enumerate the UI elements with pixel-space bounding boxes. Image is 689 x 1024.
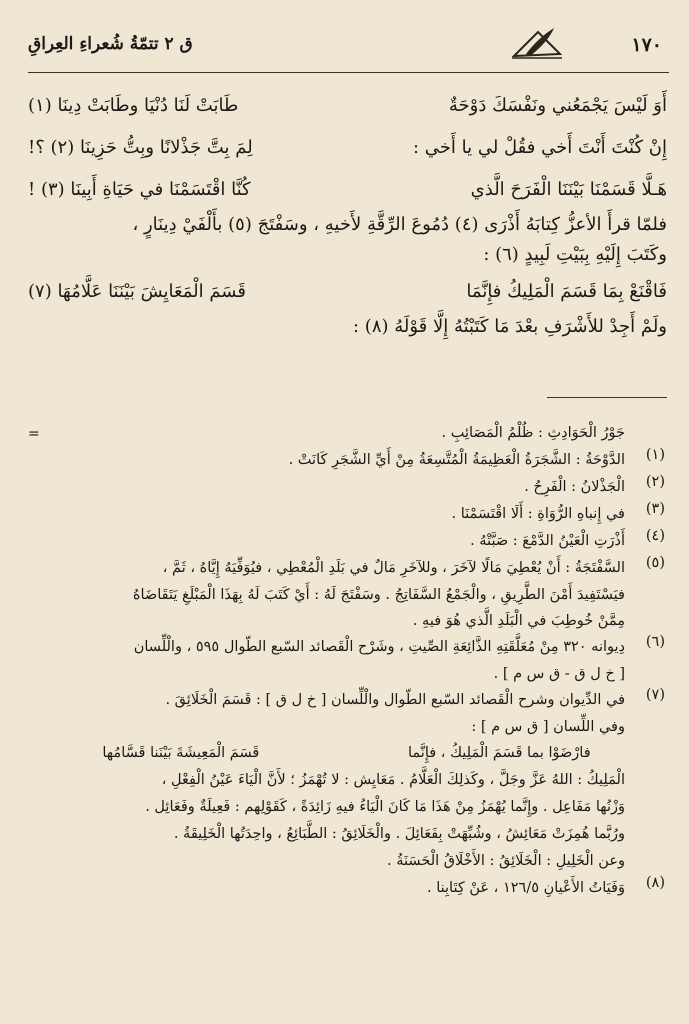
- footnote-number: (٤): [645, 528, 665, 544]
- verse-line: [28, 126, 667, 168]
- verse-first-hemistich: فَاقْنَعْ بِمَا قَسَمَ الْمَلِيكُ فإِنَّمَا: [466, 280, 667, 302]
- footnote-line: أَذْرَتِ الْعَيْنُ الدَّمْعَ : صَبَّتْهُ .: [470, 533, 625, 549]
- footnotes: [28, 420, 665, 902]
- footnote-line: الْمَلِيكُ : اللهُ عَزَّ وجَلَّ ، وكَذلِكَ الْعَلَّامُ . مَعَايِش : لا تُهْمَزُ ؛ لأَنَّ الْيَاءَ عَيْنُ الْفِعْلِ ،: [161, 772, 625, 788]
- footnote-line: وَزْنُها مَفَاعِل . وإِنَّما يُهْمَزُ مِنْ هَذَا مَا كَانَ الْيَاءُ فيهِ زَائِدَةً ، كَقَوْلِهم : فَعِيلَةٌ وفَعَائِل .: [145, 799, 625, 815]
- verse-second-hemistich: طَابَتْ لَنَا دُنْيَا وطَابَتْ دِينَا (١): [28, 94, 239, 116]
- footnote-line: في الدِّيوان وشرح الْقَصائد السّبع الطّوال والْلِّسان [ خ ل ق ] : قَسَمَ الْخَلَائِقَ .: [165, 692, 625, 708]
- footnote-number: (٣): [645, 501, 665, 517]
- footnote-3: [28, 501, 665, 528]
- footnote-number: (٥): [645, 555, 665, 571]
- verse-line: [28, 270, 667, 312]
- verse-second-hemistich: قَسَمَ الْمَعَايِشَ بَيْنَنَا عَلَّامُهَا (٧): [28, 280, 246, 302]
- verse-first-hemistich: أَوَ لَيْسَ يَجْمَعُني ونَفْسَكَ دَوْحَةٌ: [448, 94, 667, 116]
- verse-line: [28, 168, 667, 210]
- quill-logo-icon: [508, 24, 566, 64]
- footnote-7: [28, 687, 665, 740]
- footnote-number: (١): [645, 447, 665, 463]
- footnote-separator: [547, 397, 667, 398]
- verse-first-hemistich: فارْضَوْا بما قَسَمَ الْمَلِيكُ ، فإِنَّما: [407, 745, 591, 761]
- verse-second-hemistich: لِمَ بِتَّ جَذْلانًا وبِتُّ حَزِينَا (٢) ؟!: [28, 136, 253, 158]
- footnote-line: ورُبَّما هُمِزَتْ مَعَائِشُ ، وشُبِّهَتْ بِفَعَائِلَ . والْخَلَائِقُ : الطَّبَائِعُ ، واحِدَتُها الْخَلِيقَةُ .: [173, 826, 625, 842]
- verse-second-hemistich: قَسَمَ الْمَعِيشَةَ بَيْنَنا قَسَّامُها: [102, 745, 260, 761]
- prose-line: فلمّا قرأَ الأعزُّ كِتابَهُ أَذْرَى (٤) دُمُوعَ الرِّقَّةِ لأَخيهِ ، وسَفْتَجَ (٥) بأَلْفَيْ دِينَارٍ ،: [132, 214, 667, 235]
- page-header: [28, 24, 666, 70]
- footnote-verse: [28, 740, 665, 767]
- footnote-6: [28, 634, 665, 687]
- footnote-7-commentary: [28, 767, 665, 875]
- footnote-number: (٦): [645, 634, 665, 650]
- footnote-number: (٨): [645, 875, 665, 891]
- footnote-line: وفي اللِّسان [ ق س م ] :: [471, 719, 625, 735]
- footnote-line: دِيوانه ٣٢٠ مِنْ مُعَلَّقَتِهِ الذَّائِعَةِ الصِّيتِ ، وشَرْح الْقَصائد السّبع الطّوال ٥٩٥ ، والْلِّسان: [133, 639, 625, 655]
- main-text: [28, 84, 667, 340]
- verse-first-hemistich: هَـلَّا قَسَمْنَا بَيْنَنَا الْفَرَحَ الَّذي: [470, 178, 667, 200]
- footnote-continuation: جَوْرُ الْحَوَادِثِ : ظُلْمُ الْمَصَائِبِ .: [441, 425, 625, 441]
- footnote-line: [ خ ل ق - ق س م ] .: [493, 666, 625, 682]
- footnote-5: [28, 555, 665, 634]
- footnote-8: [28, 875, 665, 902]
- footnote-line: الْجَذْلانُ : الْفَرِحُ .: [524, 479, 625, 495]
- verse-line: [28, 84, 667, 126]
- footnote-4: [28, 528, 665, 555]
- footnote-line: في إِنباهِ الرُّوَاةِ : أَلَا اقْتَسَمْنَا .: [451, 506, 625, 522]
- verse-first-hemistich: إِنْ كُنْتَ أَنْتَ أَخي فقُلْ لي يا أَخي :: [412, 136, 667, 158]
- prose-line: وكَتَبَ إِلَيْهِ بِبَيْتِ لَبِيدٍ (٦) :: [483, 244, 667, 265]
- continuation-mark: =: [28, 426, 40, 442]
- footnote-line: مِمَّنْ خُوطِبَ في الْبَلَدِ الَّذي هُوَ فيهِ .: [412, 613, 625, 629]
- running-title: ق ٢ تتمّةُ شُعراءِ العِراقِ: [28, 34, 193, 54]
- footnote-line: فيَسْتَفِيدَ أَمْنَ الطَّرِيقِ ، والْجَمْعُ السَّفَاتِجُ . وسَفْتَجَ لَهُ : أَيْ كَتَبَ لَهُ بِهَذَا الْمَبْلَغِ يَتَقَاضَاهُ: [132, 587, 625, 603]
- footnote-line: الدَّوْحَةُ : الشَّجَرَةُ الْعَظِيمَةُ الْمُتَّسِعَةُ مِنْ أَيِّ الشَّجَرِ كَانَتْ .: [288, 452, 625, 468]
- footnote-1: [28, 447, 665, 474]
- footnote-line: وعن الْخَلِيلِ : الْخَلَائِقُ : الأَخْلَاقُ الْحَسَنَةُ .: [387, 853, 625, 869]
- footnote-number: (٢): [645, 474, 665, 490]
- verse-second-hemistich: كُنَّا اقْتَسَمْنَا في حَيَاةِ أَبِينَا (٣) !: [28, 178, 251, 200]
- footnote-number: (٧): [645, 687, 665, 703]
- prose-line: ولَمْ أَجِدْ للأَشْرَفِ بعْدَ مَا كَتَبْتُهُ إِلَّا قَوْلَهُ (٨) :: [353, 316, 667, 337]
- footnote-line: السَّفْتَجَةُ : أَنْ يُعْطِيَ مَالًا لآخَرَ ، وللآخَرِ مَالٌ في بَلَدِ الْمُعْطِي ، فيُوَفِّيَهُ إِيَّاهُ ، ثَمَّ ،: [162, 560, 625, 576]
- footnote-line: وَفَيَاتُ الأَعْيانِ ١٢٦/٥ ، عَنْ كِتَابِنا .: [427, 880, 625, 896]
- footnote-2: [28, 474, 665, 501]
- header-rule: [28, 72, 669, 73]
- page-number: ١٧٠: [631, 34, 662, 56]
